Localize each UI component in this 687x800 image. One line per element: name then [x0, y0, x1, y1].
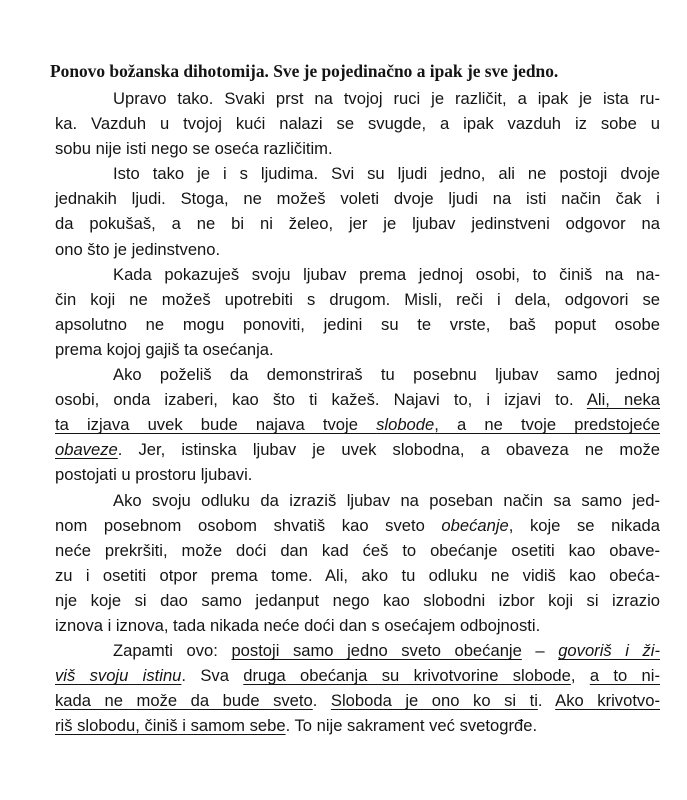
text-line: apsolutno ne mogu ponoviti, jedini su te vrste, baš poput osobe — [55, 314, 660, 334]
underlined-text: Ali, neka — [586, 390, 660, 410]
text-line: prema kojoj gajiš ta osećanja. — [55, 339, 274, 359]
text-run: . Jer, istinska ljubav je uvek slobodna, a obaveza ne može — [117, 440, 660, 460]
text-run: . Sva — [181, 666, 244, 686]
italic-underlined-text: slobode — [376, 415, 435, 435]
underlined-text: riš slobodu, činiš i samom sebe — [55, 716, 286, 736]
paragraph-5 — [55, 488, 660, 639]
paragraph-6 — [55, 638, 660, 738]
paragraph-1 — [55, 86, 660, 161]
underlined-text: , a ne tvoje predstojeće — [434, 415, 661, 435]
text-run: . To nije sakrament već svetogrđe. — [285, 716, 538, 736]
text-run: nom posebnom osobom shvatiš kao sveto — [55, 515, 442, 535]
text-line — [55, 387, 660, 412]
text-line: Ako svoju odluku da izraziš ljubav na poseban način sa samo jed- — [113, 490, 660, 510]
underlined-text: a to ni- — [589, 666, 660, 686]
italic-text: obećanje — [441, 515, 509, 535]
paragraph-3 — [55, 262, 660, 362]
paragraph-4 — [55, 362, 660, 487]
text-line: ka. Vazduh u tvojoj kući nalazi se svugde, a ipak vazduh iz sobe u — [55, 114, 660, 134]
text-line: neće prekršiti, može doći dan kad ćeš to obećanje osetiti kao obave- — [55, 540, 660, 560]
italic-underlined-text: obaveze — [55, 440, 118, 460]
text-line: Kada pokazuješ svoju ljubav prema jednoj osobi, to činiš na na- — [113, 264, 660, 284]
text-run: , — [570, 666, 590, 686]
section-heading: Ponovo božanska dihotomija. Sve je pojedinačno a ipak je sve jedno. — [50, 61, 559, 81]
italic-underlined-text: govoriš i ži- — [558, 641, 661, 661]
underlined-text: Sloboda je ono ko si ti — [330, 691, 538, 711]
text-line: sobu nije isti nego se oseća različitim. — [55, 139, 333, 159]
text-line — [55, 437, 660, 462]
underlined-text: postoji samo jedno sveto obećanje — [231, 641, 522, 661]
text-line: iznova i iznova, tada nikada neće doći dan s osećajem odbojnosti. — [55, 615, 541, 635]
paragraph-2 — [55, 161, 660, 261]
body-text — [55, 86, 660, 738]
text-line: postojati u prostoru ljubavi. — [55, 465, 253, 485]
text-line — [55, 638, 660, 663]
text-line — [55, 688, 660, 713]
text-line: Isto tako je i s ljudima. Svi su ljudi jedno, ali ne postoji dvoje — [113, 164, 660, 184]
text-line: Ako poželiš da demonstriraš tu posebnu ljubav samo jednoj — [113, 365, 660, 385]
text-line — [55, 412, 660, 437]
text-line: čin koji ne možeš upotrebiti s drugom. Misli, reči i dela, odgovori se — [55, 289, 660, 309]
text-run: , koje se nikada — [508, 515, 661, 535]
text-run: . — [312, 691, 331, 711]
text-line: nje koje si dao samo jedanput nego kao slobodni izbor koji si izrazio — [55, 590, 660, 610]
underlined-text: ta izjava uvek bude najava tvoje — [55, 415, 377, 435]
italic-underlined-text: viš svoju istinu — [55, 666, 182, 686]
text-run: – — [521, 641, 559, 661]
text-line: da pokušaš, a ne bi ni želeo, jer je ljubav jedinstveni odgovor na — [55, 214, 660, 234]
underlined-text: druga obećanja su krivotvorine slobode — [243, 666, 571, 686]
text-line — [55, 713, 660, 738]
text-line: jednakih ljudi. Stoga, ne možeš voleti dvoje ljudi na isti način čak i — [55, 189, 660, 209]
text-line — [55, 663, 660, 688]
text-line: zu i osetiti otpor prema tome. Ali, ako tu odluku ne vidiš kao obeća- — [55, 565, 660, 585]
underlined-text: kada ne može da bude sveto — [55, 691, 313, 711]
text-line: ono što je jedinstveno. — [55, 239, 221, 259]
text-run: Zapamti ovo: — [113, 641, 232, 661]
text-line — [55, 513, 660, 538]
text-run: osobi, onda izaberi, kao što ti kažeš. Najavi to, i izjavi to. — [55, 390, 587, 410]
text-run: . — [537, 691, 556, 711]
underlined-text: Ako krivotvo- — [555, 691, 660, 711]
text-line: Upravo tako. Svaki prst na tvojoj ruci je različit, a ipak je ista ru- — [113, 89, 660, 108]
